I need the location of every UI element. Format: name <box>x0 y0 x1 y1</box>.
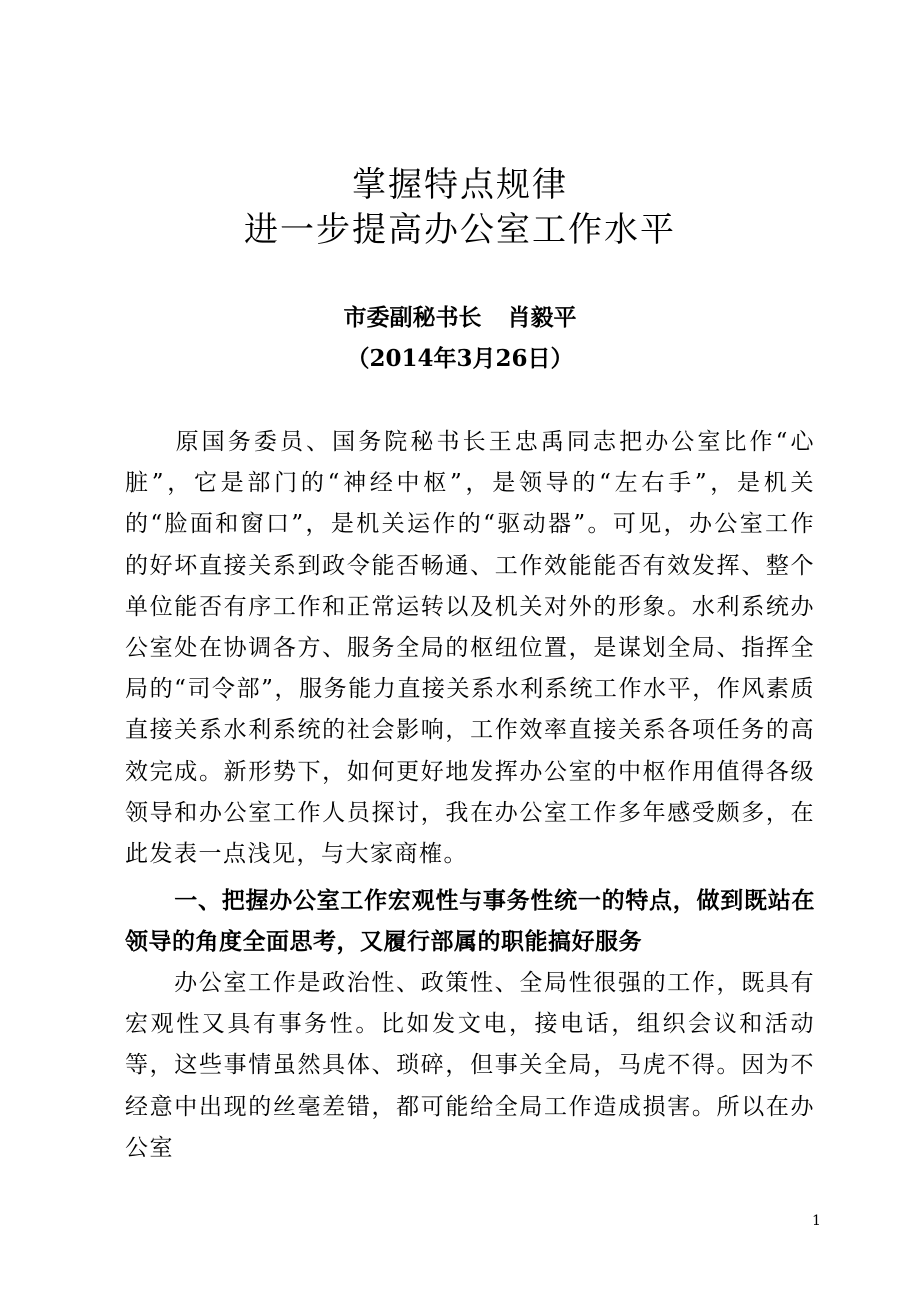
body-paragraph-1-text: 原国务委员、国务院秘书长王忠禹同志把办公室比作“心脏”，它是部门的“神经中枢”，是领导的“左右手”，是机关的“脸面和窗口”，是机关运作的“驱动器”。可见，办公室工作的好坏直接关系到政令能否畅通、工作效能能否有效发挥、整个单位能否有序工作和正常运转以及机关对外的形象。水利系统办公室处在协调各方、服务全局的枢纽位置，是谋划全局、指挥全局的“司令部”，服务能力直接关系水利系统工作水平，作风素质直接关系水利系统的社会影响，工作效率直接关系各项任务的高效完成。新形势下，如何更好地发挥办公室的中枢作用值得各级领导和办公室工作人员探讨，我在办公室工作多年感受颇多，在此发表一点浅见，与大家商榷。 <box>125 429 815 868</box>
body-paragraph-2-text: 办公室工作是政治性、政策性、全局性很强的工作，既具有宏观性又具有事务性。比如发文电，接电话，组织会议和活动等，这些事情虽然具体、琐碎，但事关全局，马虎不得。因为不经意中出现的丝毫差错，都可能给全局工作造成损害。所以在办公室 <box>125 970 815 1161</box>
page-number: 1 <box>812 1213 821 1229</box>
document-title-line-1: 掌握特点规律 <box>352 165 568 205</box>
document-title-line-2: 进一步提高办公室工作水平 <box>244 210 676 250</box>
body-paragraph-1 <box>125 422 815 875</box>
speech-date: （2014年3月26日） <box>346 345 574 372</box>
section-heading-1-text: 一、把握办公室工作宏观性与事务性统一的特点，做到既站在领导的角度全面思考，又履行部属的职能搞好服务 <box>125 888 815 956</box>
author-name: 肖毅平 <box>507 304 577 331</box>
body-paragraph-2 <box>125 963 815 1169</box>
author-position: 市委副秘书长 <box>343 304 482 331</box>
section-heading-1 <box>125 881 815 963</box>
author-line <box>0 303 920 333</box>
